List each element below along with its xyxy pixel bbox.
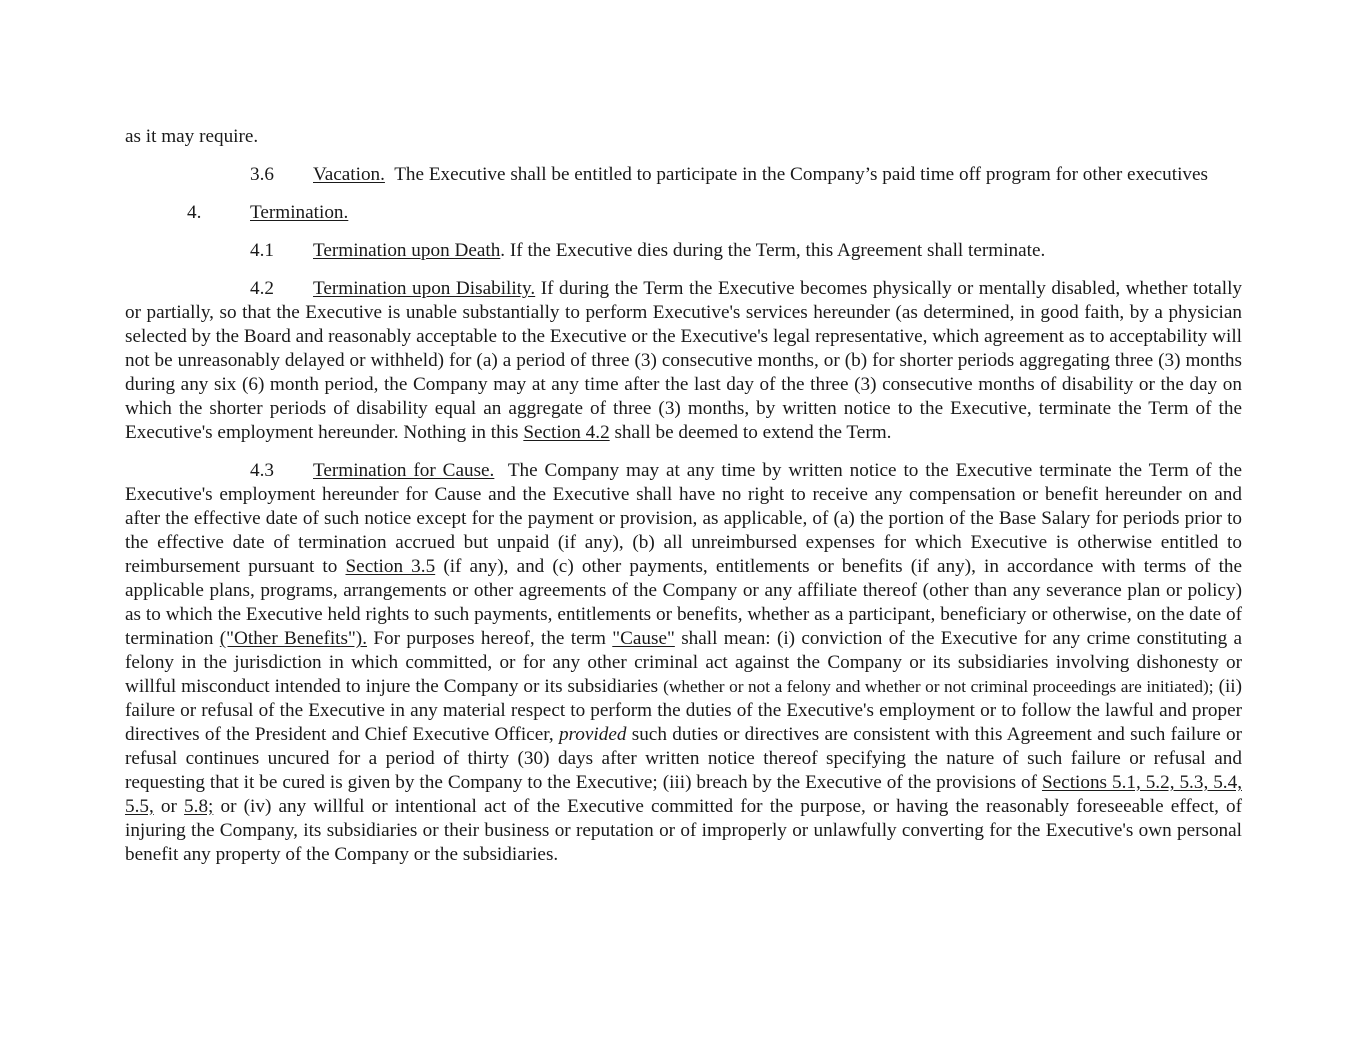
section-text: The Company may at any time by written notice to the Executive terminate the Term of the Executive's employment hereunder for Cause and the Executive shall have no right to receive any compensation or benefit hereunder on and after the effective date of such notice except for the payment or provision, as applicable, of (a) the portion of the Base Salary for periods prior to the effective date of termination accrued but unpaid (if any), (b) all unreimbursed expenses for which Executive is otherwise entitled to reimbursement pursuant to bbox=[125, 460, 1242, 577]
section-text: or (iv) any willful or intentional act of the Executive committed for the purpose, or having the reasonably foreseeable effect, of injuring the Company, its subsidiaries or their business or reputation or of improperly or unlawfully converting for the Executive's own personal benefit any property of the Company or the subsidiaries. bbox=[125, 796, 1243, 865]
section-title: Termination. bbox=[250, 202, 349, 223]
section-text: or bbox=[160, 796, 177, 817]
section-number: 4.1 bbox=[250, 240, 274, 261]
cross-reference: Section 4.2 bbox=[523, 422, 610, 443]
lead-in: as it may require. bbox=[125, 126, 259, 147]
section-title: Termination upon Disability. bbox=[313, 278, 536, 299]
section-title: Termination upon Death bbox=[313, 240, 501, 261]
section-text: shall be deemed to extend the Term. bbox=[614, 422, 892, 443]
cross-reference: Sections 5.1, 5.2, 5.3, 5.4, 5.5, bbox=[125, 772, 1242, 817]
section-4-3 bbox=[125, 459, 1242, 867]
section-4-2 bbox=[125, 277, 1242, 445]
section-number: 3.6 bbox=[250, 164, 274, 185]
section-number: 4. bbox=[187, 202, 202, 223]
section-number: 4.2 bbox=[250, 278, 274, 299]
section-text-condensed: (whether or not a felony and whether or not criminal proceedings are initiated); bbox=[663, 677, 1214, 696]
section-4-heading bbox=[187, 201, 1242, 225]
section-text: (ii) failure or refusal of the Executive in any material respect to perform the duties of the Executive's employment or to follow the lawful and proper directives of the President and Chief Executive Officer, bbox=[125, 676, 1243, 745]
section-number: 4.3 bbox=[250, 460, 274, 481]
section-text: such duties or directives are consistent with this Agreement and such failure or refusal continues uncured for a period of thirty (30) days after written notice thereof specifying the nature of such failure or refusal and requesting that it be cured is given by the Company to the Executive; (iii) breach by the Executive of the provisions of bbox=[125, 724, 1243, 793]
document-page bbox=[125, 125, 1242, 881]
section-text: The Executive shall be entitled to participate in the Company’s paid time off program for other executives bbox=[394, 164, 1208, 185]
defined-term: ("Other Benefits"). bbox=[219, 628, 367, 649]
lead-in-text bbox=[125, 125, 1242, 149]
section-text: . If the Executive dies during the Term, this Agreement shall terminate. bbox=[500, 240, 1046, 261]
section-text: If during the Term the Executive becomes physically or mentally disabled, whether totally or partially, so that the Executive is unable substantially to perform Executive's services hereunder (as determined, in good faith, by a physician selected by the Board and reasonably acceptable to the Executive or the Executive's legal representative, which agreement as to acceptability will not be unreasonably delayed or withheld) for (a) a period of three (3) consecutive months, or (b) for shorter periods aggregating three (3) months during any six (6) month period, the Company may at any time after the last day of the three (3) consecutive months of disability or the day on which the shorter periods of disability equal an aggregate of three (3) months, by written notice to the Executive, terminate the Term of the Executive's employment hereunder. Nothing in this bbox=[125, 278, 1243, 443]
defined-term: "Cause" bbox=[612, 628, 675, 649]
section-3-6 bbox=[125, 163, 1242, 187]
section-4-1 bbox=[125, 239, 1242, 263]
section-text: (if any), and (c) other payments, entitlements or benefits (if any), in accordance with terms of the applicable plans, programs, arrangements or other agreements of the Company or any affiliate thereof (other than any severance plan or policy) as to which the Executive held rights to such payments, entitlements or benefits, whether as a participant, beneficiary or otherwise, on the date of termination bbox=[125, 556, 1243, 649]
italic-term: provided bbox=[558, 724, 627, 745]
cross-reference: Section 3.5 bbox=[345, 556, 436, 577]
section-title: Termination for Cause. bbox=[313, 460, 495, 481]
cross-reference: 5.8; bbox=[184, 796, 214, 817]
section-text: For purposes hereof, the term bbox=[373, 628, 606, 649]
section-title: Vacation. bbox=[313, 164, 385, 185]
section-text: shall mean: (i) conviction of the Executive for any crime constituting a felony in the jurisdiction in which committed, or for any other criminal act against the Company or its subsidiaries involving dishonesty or willful misconduct intended to injure the Company or its subsidiaries bbox=[125, 628, 1243, 697]
